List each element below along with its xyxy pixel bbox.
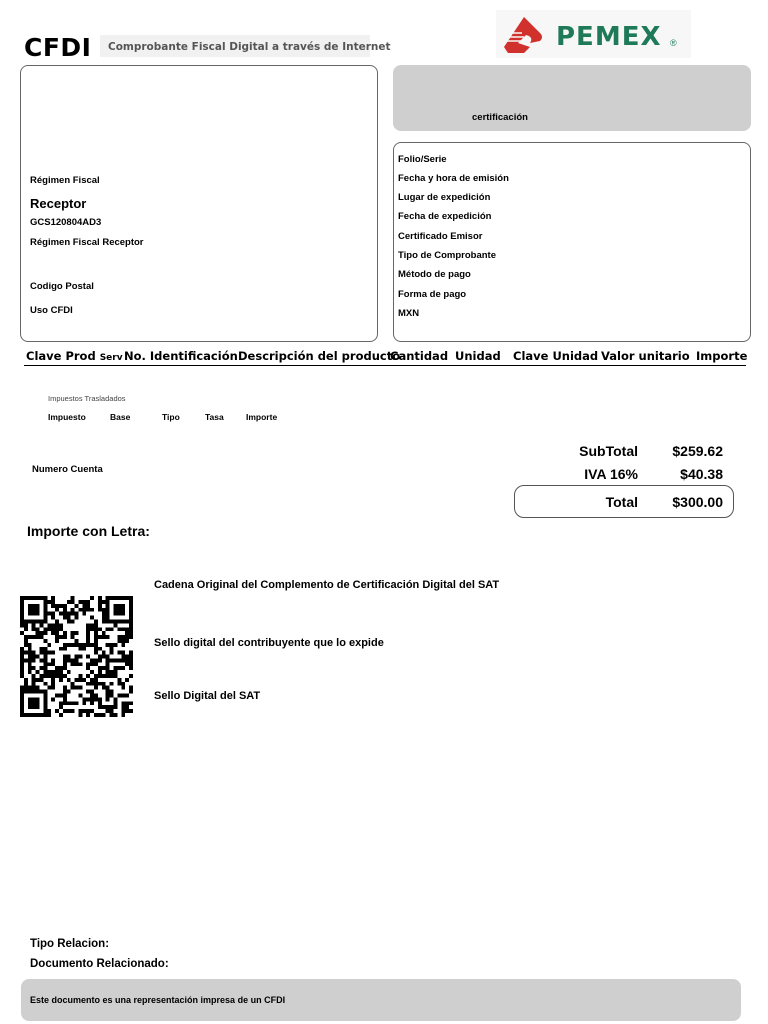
tax-col-tipo: Tipo <box>162 412 180 422</box>
uso-cfdi-label: Uso CFDI <box>30 305 73 316</box>
codigo-postal-label: Codigo Postal <box>30 281 94 292</box>
importe-con-letra-label: Importe con Letra: <box>27 523 150 539</box>
fecha-hora-emision-label: Fecha y hora de emisión <box>398 173 509 184</box>
col-clave-unidad: Clave Unidad <box>513 349 599 363</box>
tipo-comprobante-label: Tipo de Comprobante <box>398 250 496 261</box>
pemex-logo-text: PEMEX <box>556 22 662 52</box>
subtotal-label: SubTotal <box>579 443 638 459</box>
col-clave-prod-text: Clave Prod <box>26 349 96 363</box>
concepts-table-header <box>24 348 746 366</box>
col-cantidad: Cantidad <box>390 349 449 363</box>
col-no-identificacion: No. Identificación <box>124 349 238 363</box>
cfdi-subtitle: Comprobante Fiscal Digital a través de Internet <box>108 41 391 53</box>
receptor-title: Receptor <box>30 196 87 211</box>
tax-col-base: Base <box>110 412 131 422</box>
tax-col-impuesto: Impuesto <box>48 412 86 422</box>
qr-code-icon <box>20 595 133 718</box>
footer-leyenda: Este documento es una representación impresa de un CFDI <box>30 995 286 1005</box>
cadena-original-label: Cadena Original del Complemento de Certificación Digital del SAT <box>154 579 500 591</box>
iva-value: $40.38 <box>680 466 723 482</box>
cfdi-title: CFDI <box>24 33 92 62</box>
iva-label: IVA 16% <box>584 466 638 482</box>
col-descripcion: Descripción del producto <box>238 349 401 363</box>
col-importe: Importe <box>696 349 748 363</box>
tax-col-importe: Importe <box>246 412 278 422</box>
forma-pago-label: Forma de pago <box>398 289 467 300</box>
numero-cuenta-label: Numero Cuenta <box>32 464 103 475</box>
regimen-fiscal-receptor-label: Régimen Fiscal Receptor <box>30 237 144 248</box>
certificacion-box <box>393 65 751 131</box>
registered-mark: ® <box>670 38 677 48</box>
fecha-expedicion-label: Fecha de expedición <box>398 211 492 222</box>
col-valor-unitario: Valor unitario <box>601 349 690 363</box>
documento-relacionado-label: Documento Relacionado: <box>30 958 169 970</box>
sello-sat-label: Sello Digital del SAT <box>154 690 261 702</box>
folio-serie-label: Folio/Serie <box>398 154 447 165</box>
tax-col-tasa: Tasa <box>205 412 224 422</box>
certificado-emisor-label: Certificado Emisor <box>398 231 483 242</box>
total-value: $300.00 <box>672 494 723 510</box>
certificacion-label: certificación <box>472 112 528 123</box>
col-clave-prod <box>26 349 123 363</box>
comprobante-details-box <box>393 142 751 342</box>
sello-contribuyente-label: Sello digital del contribuyente que lo expide <box>154 637 384 649</box>
receptor-rfc: GCS120804AD3 <box>30 217 102 228</box>
moneda-label: MXN <box>398 308 420 319</box>
impuestos-trasladados-title: Impuestos Trasladados <box>48 394 126 403</box>
col-unidad: Unidad <box>455 349 501 363</box>
total-label: Total <box>605 494 638 510</box>
metodo-pago-label: Método de pago <box>398 269 471 280</box>
pemex-eagle-logo-icon <box>500 13 550 55</box>
lugar-expedicion-label: Lugar de expedición <box>398 192 491 203</box>
tipo-relacion-label: Tipo Relacion: <box>30 938 110 950</box>
col-clave-prod-serv: Serv <box>99 353 123 363</box>
subtotal-value: $259.62 <box>672 443 723 459</box>
regimen-fiscal-label: Régimen Fiscal <box>30 175 100 186</box>
